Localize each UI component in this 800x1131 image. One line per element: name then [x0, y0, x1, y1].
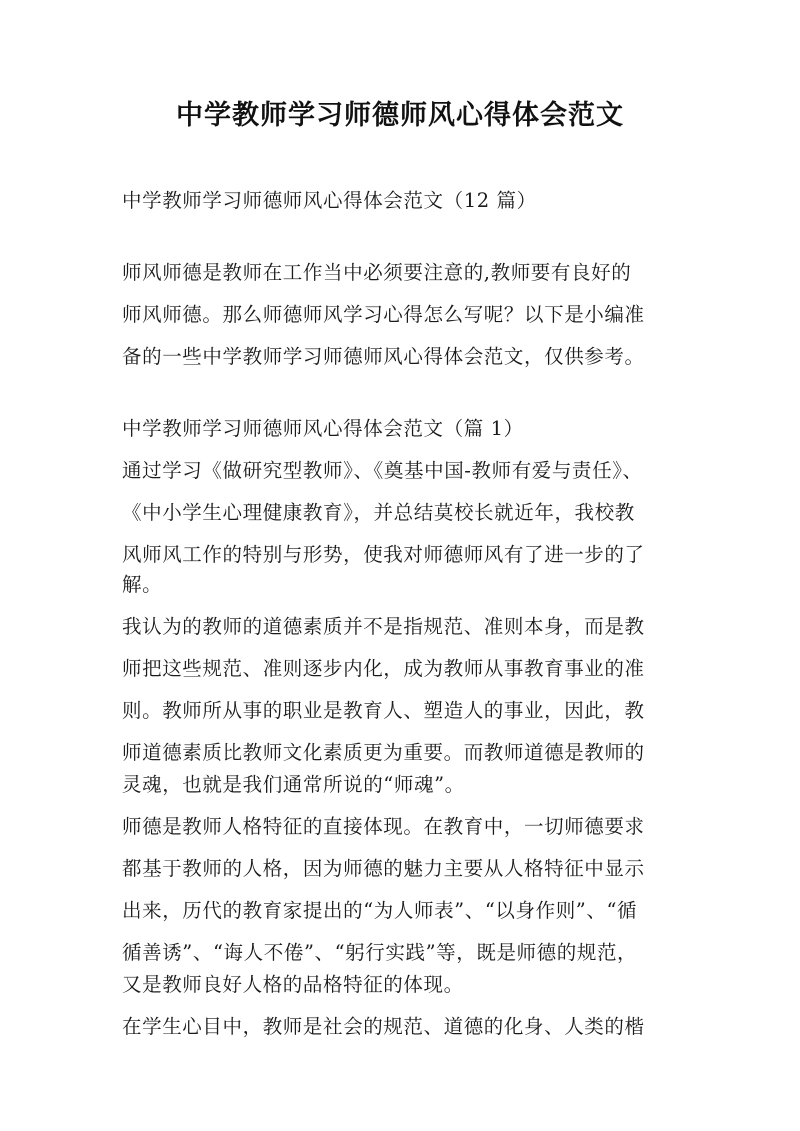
body-line: 循善诱”、“诲人不倦”、“躬行实践”等，既是师德的规范， — [122, 941, 638, 964]
body-line: 出来，历代的教育家提出的“为人师表”、“以身作则”、“循 — [122, 899, 638, 922]
body-line: 通过学习《做研究型教师》、《奠基中国-教师有爱与责任》、 — [122, 459, 643, 482]
body-line: 解。 — [122, 573, 163, 596]
body-line: 风师风工作的特别与形势，使我对师德师风有了进一步的了 — [122, 543, 645, 566]
body-line: 灵魂，也就是我们通常所说的“师魂”。 — [122, 773, 465, 796]
body-line: 中学教师学习师德师风心得体会范文（篇 1） — [122, 417, 524, 440]
document-title: 中学教师学习师德师风心得体会范文 — [176, 100, 624, 131]
body-line: 在学生心目中，教师是社会的规范、道德的化身、人类的楷 — [122, 1015, 645, 1038]
document-subtitle: 中学教师学习师德师风心得体会范文（12 篇） — [122, 189, 537, 212]
body-line: 师风师德是教师在工作当中必须要注意的,教师要有良好的 — [122, 261, 632, 284]
body-line: 《中小学生心理健康教育》，并总结莫校长就近年，我校教 — [122, 501, 635, 524]
body-line: 又是教师良好人格的品格特征的体现。 — [122, 973, 464, 996]
body-line: 师风师德。那么师德师风学习心得怎么写呢？以下是小编准 — [122, 303, 645, 326]
body-line: 师道德素质比教师文化素质更为重要。而教师道德是教师的 — [122, 741, 645, 764]
body-line: 都基于教师的人格，因为师德的魅力主要从人格特征中显示 — [122, 857, 645, 880]
body-line: 备的一些中学教师学习师德师风心得体会范文，仅供参考。 — [122, 345, 645, 368]
body-line: 则。教师所从事的职业是教育人、塑造人的事业，因此，教 — [122, 699, 645, 722]
body-line: 我认为的教师的道德素质并不是指规范、准则本身，而是教 — [122, 615, 645, 638]
body-line: 师把这些规范、准则逐步内化，成为教师从事教育事业的准 — [122, 657, 645, 680]
body-line: 师德是教师人格特征的直接体现。在教育中，一切师德要求 — [122, 815, 645, 838]
